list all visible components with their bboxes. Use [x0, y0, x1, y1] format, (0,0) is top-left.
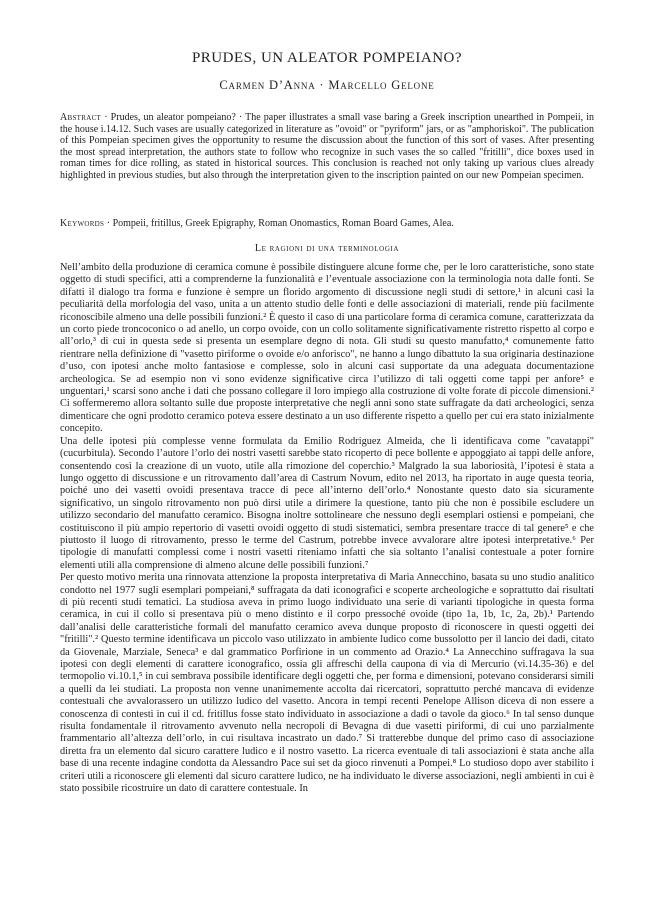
keywords-text: · Pompeii, fritillus, Greek Epigraphy, Roman Onomastics, Roman Board Games, Alea. — [104, 218, 454, 229]
paper-authors: Carmen D’Anna · Marcello Gelone — [219, 78, 435, 92]
section-heading: Le ragioni di una terminologia — [254, 243, 400, 254]
body-text — [60, 262, 594, 795]
paragraph: Per questo motivo merita una rinnovata attenzione la proposta interpretativa di Maria Annecchino, basata su uno studio analitico condotto nel 1977 sugli esemplari pompeiani,⁸ suffragata da dati iconografici e scoperte archeologiche e soprattutto dai risultati di più recenti studi tematici. La studiosa aveva in primo luogo individuato una serie di varianti tipologiche in questa forma ceramica, in cui il collo si presentava più o meno distinto e il corpo pressoché ovoide (tipo 1a, 1b, 1c, 2a, 2b).¹ Partendo dall’analisi delle caratteristiche formali del manufatto ceramico aveva dunque proposto di riconoscere in questi oggetti dei "fritilli".² Questo termine identificava un piccolo vaso utilizzato in ambiente ludico come bussolotto per il lancio dei dadi, citato da Giovenale, Marziale, Seneca³ e dal grammatico Porfirione in un commento ad Orazio.⁴ La Annecchino suffragava la sua ipotesi con degli elementi di carattere iconografico, ossia gli affreschi della caupona di via di Mercurio (vi.14.35-36) e del termopolio vi.10.1,⁵ in cui sembrava possibile identificare degli oggetti che, per forma e dimensioni, potevano considerarsi simili a quelli da lei studiati. La proposta non venne unanimemente accolta dai ricercatori, soprattutto perché mancava di evidenze contestuali che avvalorassero un utilizzo ludico del vasetto. Ancora in tempi recenti Penelope Allison diceva di non essere a conoscenza di contesti in cui il cd. fritillus fosse stato individuato in associazione a dadi o tavole da gioco.⁶ In tal senso dunque risulta fondamentale il ritrovamento avvenuto nella necropoli di Bevagna di due vasetti piriformi, di cui uno parzialmente frammentario all’altezza dell’orlo, in cui risultava incastrato un dado.⁷ Si tratterebbe dunque del primo caso di associazione diretta fra un elemento dal sicuro carattere ludico e il nostro vasetto. La ricerca eventuale di tali associazioni è stata anche alla base di una recente indagine condotta da Alessandro Pace sui set da gioco rinvenuti a Pompei.⁸ Lo studioso dopo aver stabilito i criteri utili a riconoscere gli elementi dal sicuro carattere ludico, ne ha individuato le diverse associazioni, negli ambienti in cui è stato possibile ricostruire un dato di carattere contestuale. In — [60, 572, 594, 795]
paper-title: PRUDES, UN ALEATOR POMPEIANO? — [191, 50, 463, 66]
abstract — [60, 112, 594, 182]
paragraph: Una delle ipotesi più complesse venne formulata da Emilio Rodriguez Almeida, che li identificava come "cavatappi" (cucurbitula). Secondo l’autore l’orlo dei nostri vasetti sarebbe stato ricoperto di pece bollente e appoggiato ai tappi delle anfore, consentendo così la creazione di un vuoto, utile alla rimozione del coperchio.³ Malgrado la sua laboriosità, l’ipotesi è stata a lungo oggetto di discussione e un ritrovamento dall’area di Castrum Novum, edito nel 2013, ha riportato in auge questa teoria, poiché uno dei vasetti ovoidi presentava tracce di pece all’interno dell’orlo.⁴ Nonostante questo dato sia sicuramente significativo, un singolo ritrovamento non può dirsi utile a dirimere la questione, tanto più che non è possibile escludere un utilizzo secondario del manufatto ceramico. Bisogna inoltre sottolineare che nessuno degli esemplari ostiensi e pompeiani, che costituiscono il più ampio repertorio di vasetti ovoidi oggetto di studi sistematici, sembra presentare tracce di tal genere⁵ e che piuttosto il luogo di ritrovamento, presso le terme del Castrum, potrebbe invece avvalorare altre ipotesi interpretative.⁶ Per tipologie di manufatti complessi come i nostri vasetti riteniamo infatti che sia soltanto l’analisi contestuale a poter fornire elementi utili alla comprensione di almeno alcune delle possibili funzioni.⁷ — [60, 435, 594, 571]
paragraph: Nell’ambito della produzione di ceramica comune è possibile distinguere alcune forme che, per le loro caratteristiche, sono state oggetto di studi specifici, atti a comprenderne la funzionalità e l’eventuale associazione con la terminologia nota dalle fonti. Se difatti il dialogo tra forma e funzione è sempre un florido argomento di discussione negli studi di settore,¹ in alcuni casi la peculiarità della morfologia del vaso, unita a un attento studio delle fonti e delle associazioni di materiali, rende più facilmente riconoscibile almeno una delle possibili funzioni.² È questo il caso di una particolare forma di ceramica comune, caratterizzata da un corto piede troncoconico o ad anello, un corpo ovoide, con un collo solitamente significativamente ristretto rispetto al corpo e all’orlo,³ di cui in questa sede si presenta un esemplare degno di nota. Gli studi su questo manufatto,⁴ comunemente fatto rientrare nella definizione di "vasetto piriforme o ovoide e/o anforisco", ne hanno a lungo dibattuto la sua originaria destinazione d’uso, con ipotesi anche molto fantasiose e complesse, solo in alcuni casi supportate da una adeguata documentazione archeologica. Se ad esempio non vi sono evidenze significative circa l’utilizzo di tali oggetti come tappi per anfore⁵ e unguentari,¹ scarsi sono anche i dati che possano collegare il loro impiego alla costruzione di volte forate di piccole dimensioni.² Ci soffermeremo allora soltanto sulle due proposte interpretative che negli anni sono state suffragate da dati archeologici, senza dimenticare che ogni prodotto ceramico poteva essere destinato a un uso differente rispetto a quello per cui era stato inizialmente concepito. — [60, 262, 594, 435]
keywords-label: Keywords — [60, 218, 105, 229]
abstract-text: · Prudes, un aleator pompeiano? · The paper illustrates a small vase baring a Greek inscription unearthed in Pompeii, in the house i.14.12. Such vases are usually categorized in literature as "ovoid" or "pyriform" jars, or as "amphoriskoi". The publication of this Pompeian specimen gives the opportunity to resume the discussion about the function of this sort of vases. After presenting the most spread interpretation, the authors state to follow who recognize in such vases the so called "fritilli", dice boxes used in roman times for dice rolling, as stated in historical sources. This conclusion is reached not only taking up various clues already highlighted in previous studies, but also through the interpretation given to the inscription painted on our new Pompeian specimen. — [60, 112, 594, 181]
keywords — [60, 218, 594, 230]
abstract-label: Abstract — [60, 112, 102, 123]
